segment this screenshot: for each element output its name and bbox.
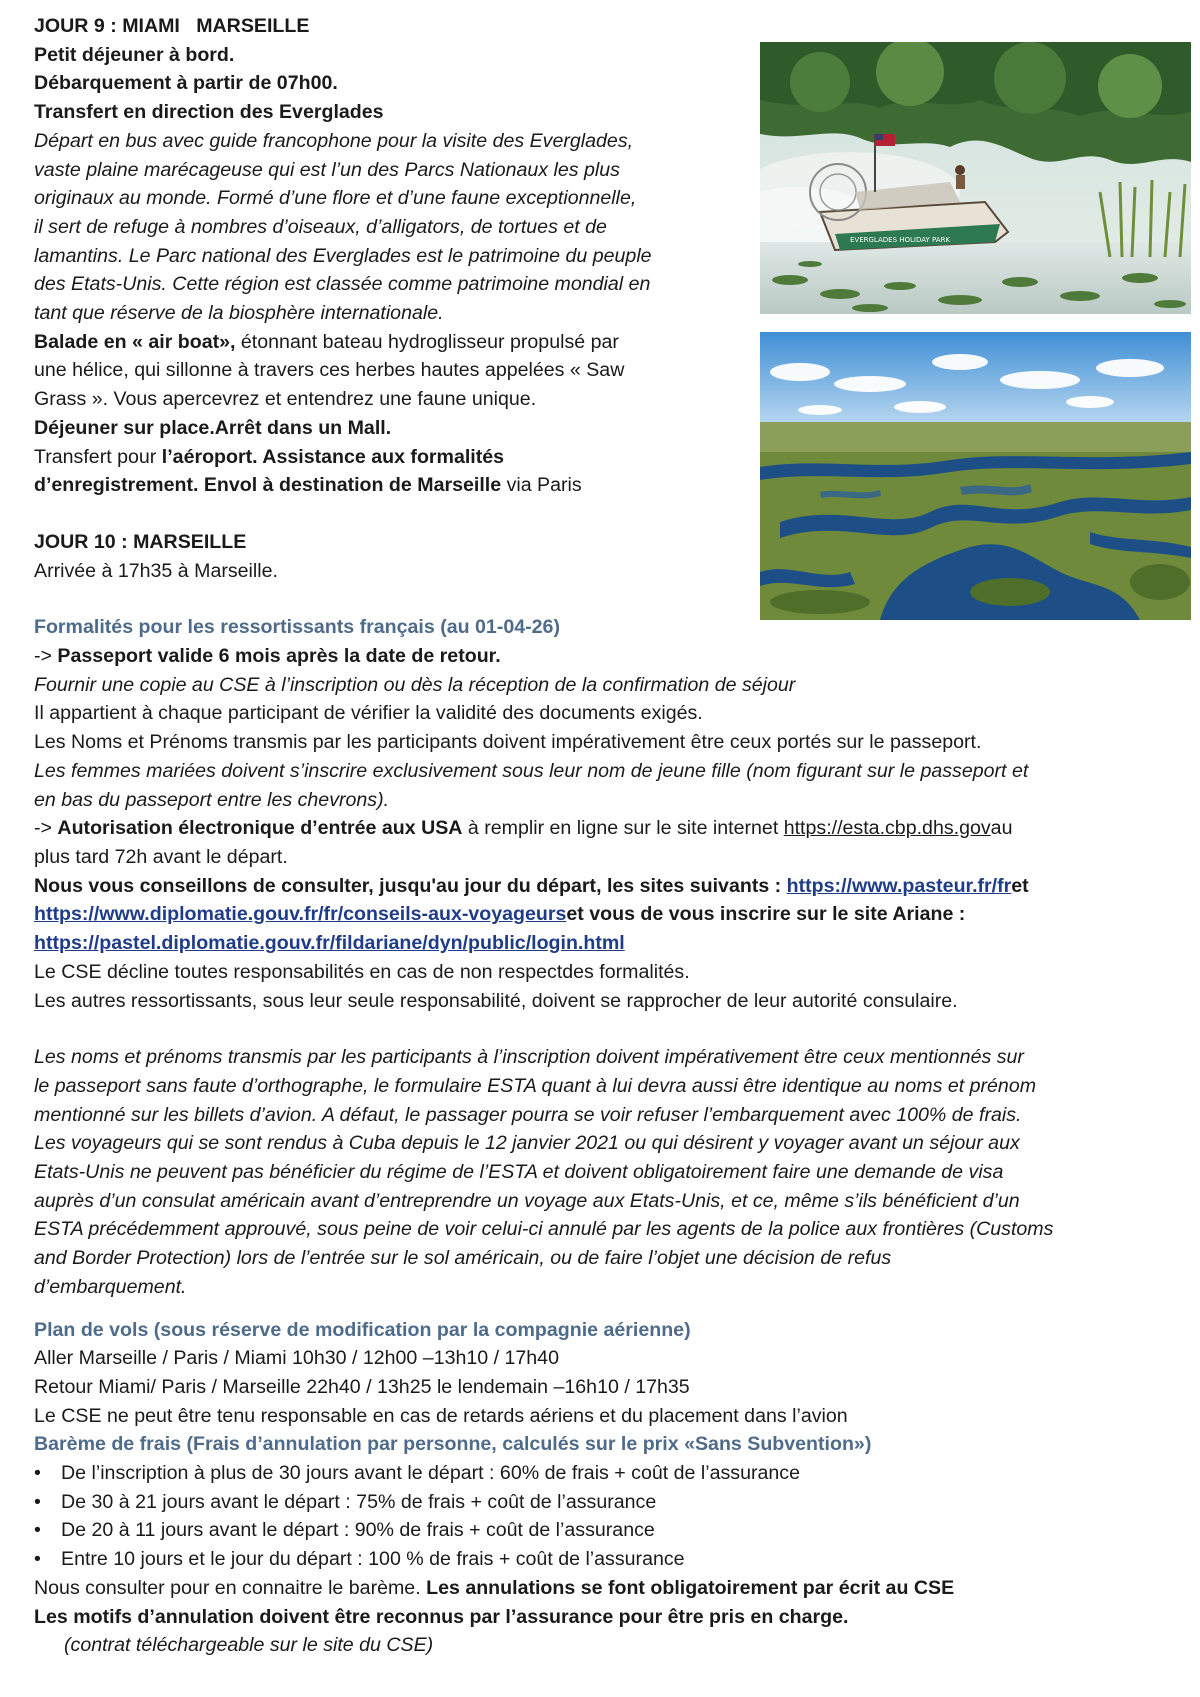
esta-requirement [34,814,1169,843]
day9-airboat-line3: Grass ». Vous apercevrez et entendrez une faune unique. [34,388,537,411]
day9-description-line: Départ en bus avec guide francophone pour la visite des Everglades, [34,129,634,152]
names-requirement: Les Noms et Prénoms transmis par les participants doivent impérativement être ceux portés sur le passeport. [34,731,982,754]
check-documents: Il appartient à chaque participant de vérifier la validité des documents exigés. [34,702,703,725]
day9-description-line: originaux au monde. Formé d’une flore et d’une faune exceptionnelle, [34,187,637,210]
fee-item: • De 30 à 21 jours avant le départ : 75% de frais + coût de l’assurance [34,1488,1169,1517]
notice-line: auprès d’un consulat américain avant d’entreprendre un voyage aux Etats-Unis, et ce, même s’ils bénéficient d’un [34,1189,1020,1212]
married-women-note-cont: en bas du passeport entre les chevrons). [34,788,390,811]
esta-after: au [990,817,1013,840]
day9-section [34,12,724,585]
passport-requirement [34,642,1169,671]
day9-disembark: Débarquement à partir de 07h00. [34,72,338,95]
flight-outbound: Aller Marseille / Paris / Miami 10h30 / 12h00 –13h10 / 17h40 [34,1347,559,1370]
fee-item: • Entre 10 jours et le jour du départ : 100 % de frais + coût de l’assurance [34,1545,1169,1574]
formalities-heading: Formalités pour les ressortissants français (au 01-04-26) [34,616,560,639]
advice-text: Nous vous conseillons de consulter, jusqu'au jour du départ, les sites suivants : [34,874,787,897]
advice-et: et [1011,874,1029,897]
diplomatie-link[interactable]: https://www.diplomatie.gouv.fr/fr/conseils-aux-voyageurs [34,903,567,926]
advice-line [34,872,1169,901]
pastel-link[interactable]: https://pastel.diplomatie.gouv.fr/fildariane/dyn/public/login.html [34,932,625,955]
airboat-sign-text: EVERGLADES HOLIDAY PARK [850,236,951,244]
day9-lunch: Déjeuner sur place.Arrêt dans un Mall. [34,416,392,439]
transfer-airport-bold: l’aéroport. Assistance aux formalités [161,445,505,468]
document-page [34,12,1169,1660]
notice-line: ESTA précédemment approuvé, sous peine de voir celui-ci annulé par les agents de la police aux frontières (Customs [34,1218,1054,1241]
esta-link[interactable]: https://esta.cbp.dhs.gov [783,817,991,840]
notice-line: and Border Protection) lors de l’entrée sur le sol américain, ou de faire l’objet une décision de refus [34,1247,892,1270]
formalities-section [34,613,1169,1015]
notice-line: Les voyageurs qui se sont rendus à Cuba depuis le 12 janvier 2021 ou qui désirent y voyager avant un séjour aux [34,1132,1020,1155]
flight-via: via Paris [501,474,582,497]
notice-line: le passeport sans faute d’orthographe, le formulaire ESTA quant à lui devra aussi être identique au noms et prénom [34,1074,1037,1097]
day9-description-line: tant que réserve de la biosphère internationale. [34,302,444,325]
day9-airboat-line2: une hélice, qui sillonne à travers ces herbes hautes appelées « Saw [34,359,625,382]
airboat-title: Balade en « air boat», [34,330,236,353]
copy-note: Fournir une copie au CSE à l’inscription ou dès la réception de la confirmation de séjour [34,673,796,696]
passport-text: Passeport valide 6 mois après la date de retour. [57,645,501,668]
notice-line: mentionné sur les billets d’avion. A défaut, le passager pourra se voir refuser l’embarquement avec 100% de frais. [34,1103,1022,1126]
day10-title: JOUR 10 : MARSEILLE [34,530,247,553]
day9-transfer-airport [34,443,724,472]
written-cancellation: Les annulations se font obligatoirement par écrit au CSE [426,1576,955,1599]
spacer [34,1302,1169,1316]
spacer [34,500,724,528]
ariane-text: et vous de vous inscrire sur le site Ariane : [566,903,966,926]
diplomatie-line [34,900,1169,929]
pastel-line [34,929,1169,958]
fee-item: • De 20 à 11 jours avant le départ : 90% de frais + coût de l’assurance [34,1516,1169,1545]
spacer [34,585,1169,613]
married-women-note: Les femmes mariées doivent s’inscrire exclusivement sous leur nom de jeune fille (nom figurant sur le passeport et [34,759,1029,782]
fees-list [34,1459,1169,1574]
day9-description-line: il sert de refuge à nombres d’oiseaux, d’alligators, de tortues et de [34,215,607,238]
esta-deadline: plus tard 72h avant le départ. [34,845,288,868]
flights-heading: Plan de vols (sous réserve de modification par la compagnie aérienne) [34,1318,691,1341]
transfer-airport-text: Transfert pour [34,445,162,468]
day9-airboat-line [34,328,724,357]
flight-return: Retour Miami/ Paris / Marseille 22h40 / 13h25 le lendemain –16h10 / 17h35 [34,1375,690,1398]
notice-line: d’embarquement. [34,1275,187,1298]
arrow-marker: -> [34,817,58,840]
day10-arrival: Arrivée à 17h35 à Marseille. [34,559,278,582]
fee-item: • De l’inscription à plus de 30 jours avant le départ : 60% de frais + coût de l’assurance [34,1459,1169,1488]
notice-line: Etats-Unis ne peuvent pas bénéficier du régime de l’ESTA et doivent obligatoirement faire une demande de visa [34,1161,1004,1184]
flight-bold: d’enregistrement. Envol à destination de Marseille [34,474,502,497]
consult-line [34,1574,1169,1603]
day9-breakfast: Petit déjeuner à bord. [34,43,235,66]
day9-title: JOUR 9 : MIAMI MARSEILLE [34,15,310,37]
other-nationals: Les autres ressortissants, sous leur seule responsabilité, doivent se rapprocher de leur autorité consulaire. [34,989,958,1012]
notice-section [34,1043,1169,1301]
airboat-text: étonnant bateau hydroglisseur propulsé par [235,330,619,353]
consult-text: Nous consulter pour en connaitre le barème. [34,1576,427,1599]
cse-decline: Le CSE décline toutes responsabilités en cas de non respectdes formalités. [34,960,690,983]
contract-note: (contrat téléchargeable sur le site du CSE) [64,1634,434,1657]
fees-section [34,1430,1169,1660]
day9-description-line: des Etats-Unis. Cette région est classée comme patrimoine mondial en [34,273,651,296]
esta-text: à remplir en ligne sur le site internet [462,817,784,840]
esta-title: Autorisation électronique d’entrée aux USA [57,817,463,840]
day9-transfer: Transfert en direction des Everglades [34,101,384,124]
notice-line: Les noms et prénoms transmis par les participants à l’inscription doivent impérativement être ceux mentionnés sur [34,1046,1024,1069]
cancellation-reasons: Les motifs d’annulation doivent être reconnus par l’assurance pour être pris en charge. [34,1605,849,1628]
day9-flight [34,471,724,500]
arrow-marker: -> [34,645,58,668]
spacer [34,1015,1169,1043]
flights-section [34,1316,1169,1431]
fees-heading: Barème de frais (Frais d’annulation par personne, calculés sur le prix «Sans Subvention») [34,1433,872,1456]
day9-description-line: lamantins. Le Parc national des Everglades est le patrimoine du peuple [34,244,652,267]
pasteur-link[interactable]: https://www.pasteur.fr/fr [786,874,1012,897]
flight-disclaimer: Le CSE ne peut être tenu responsable en cas de retards aériens et du placement dans l’avion [34,1404,848,1427]
day9-description-line: vaste plaine marécageuse qui est l’un des Parcs Nationaux les plus [34,158,620,181]
